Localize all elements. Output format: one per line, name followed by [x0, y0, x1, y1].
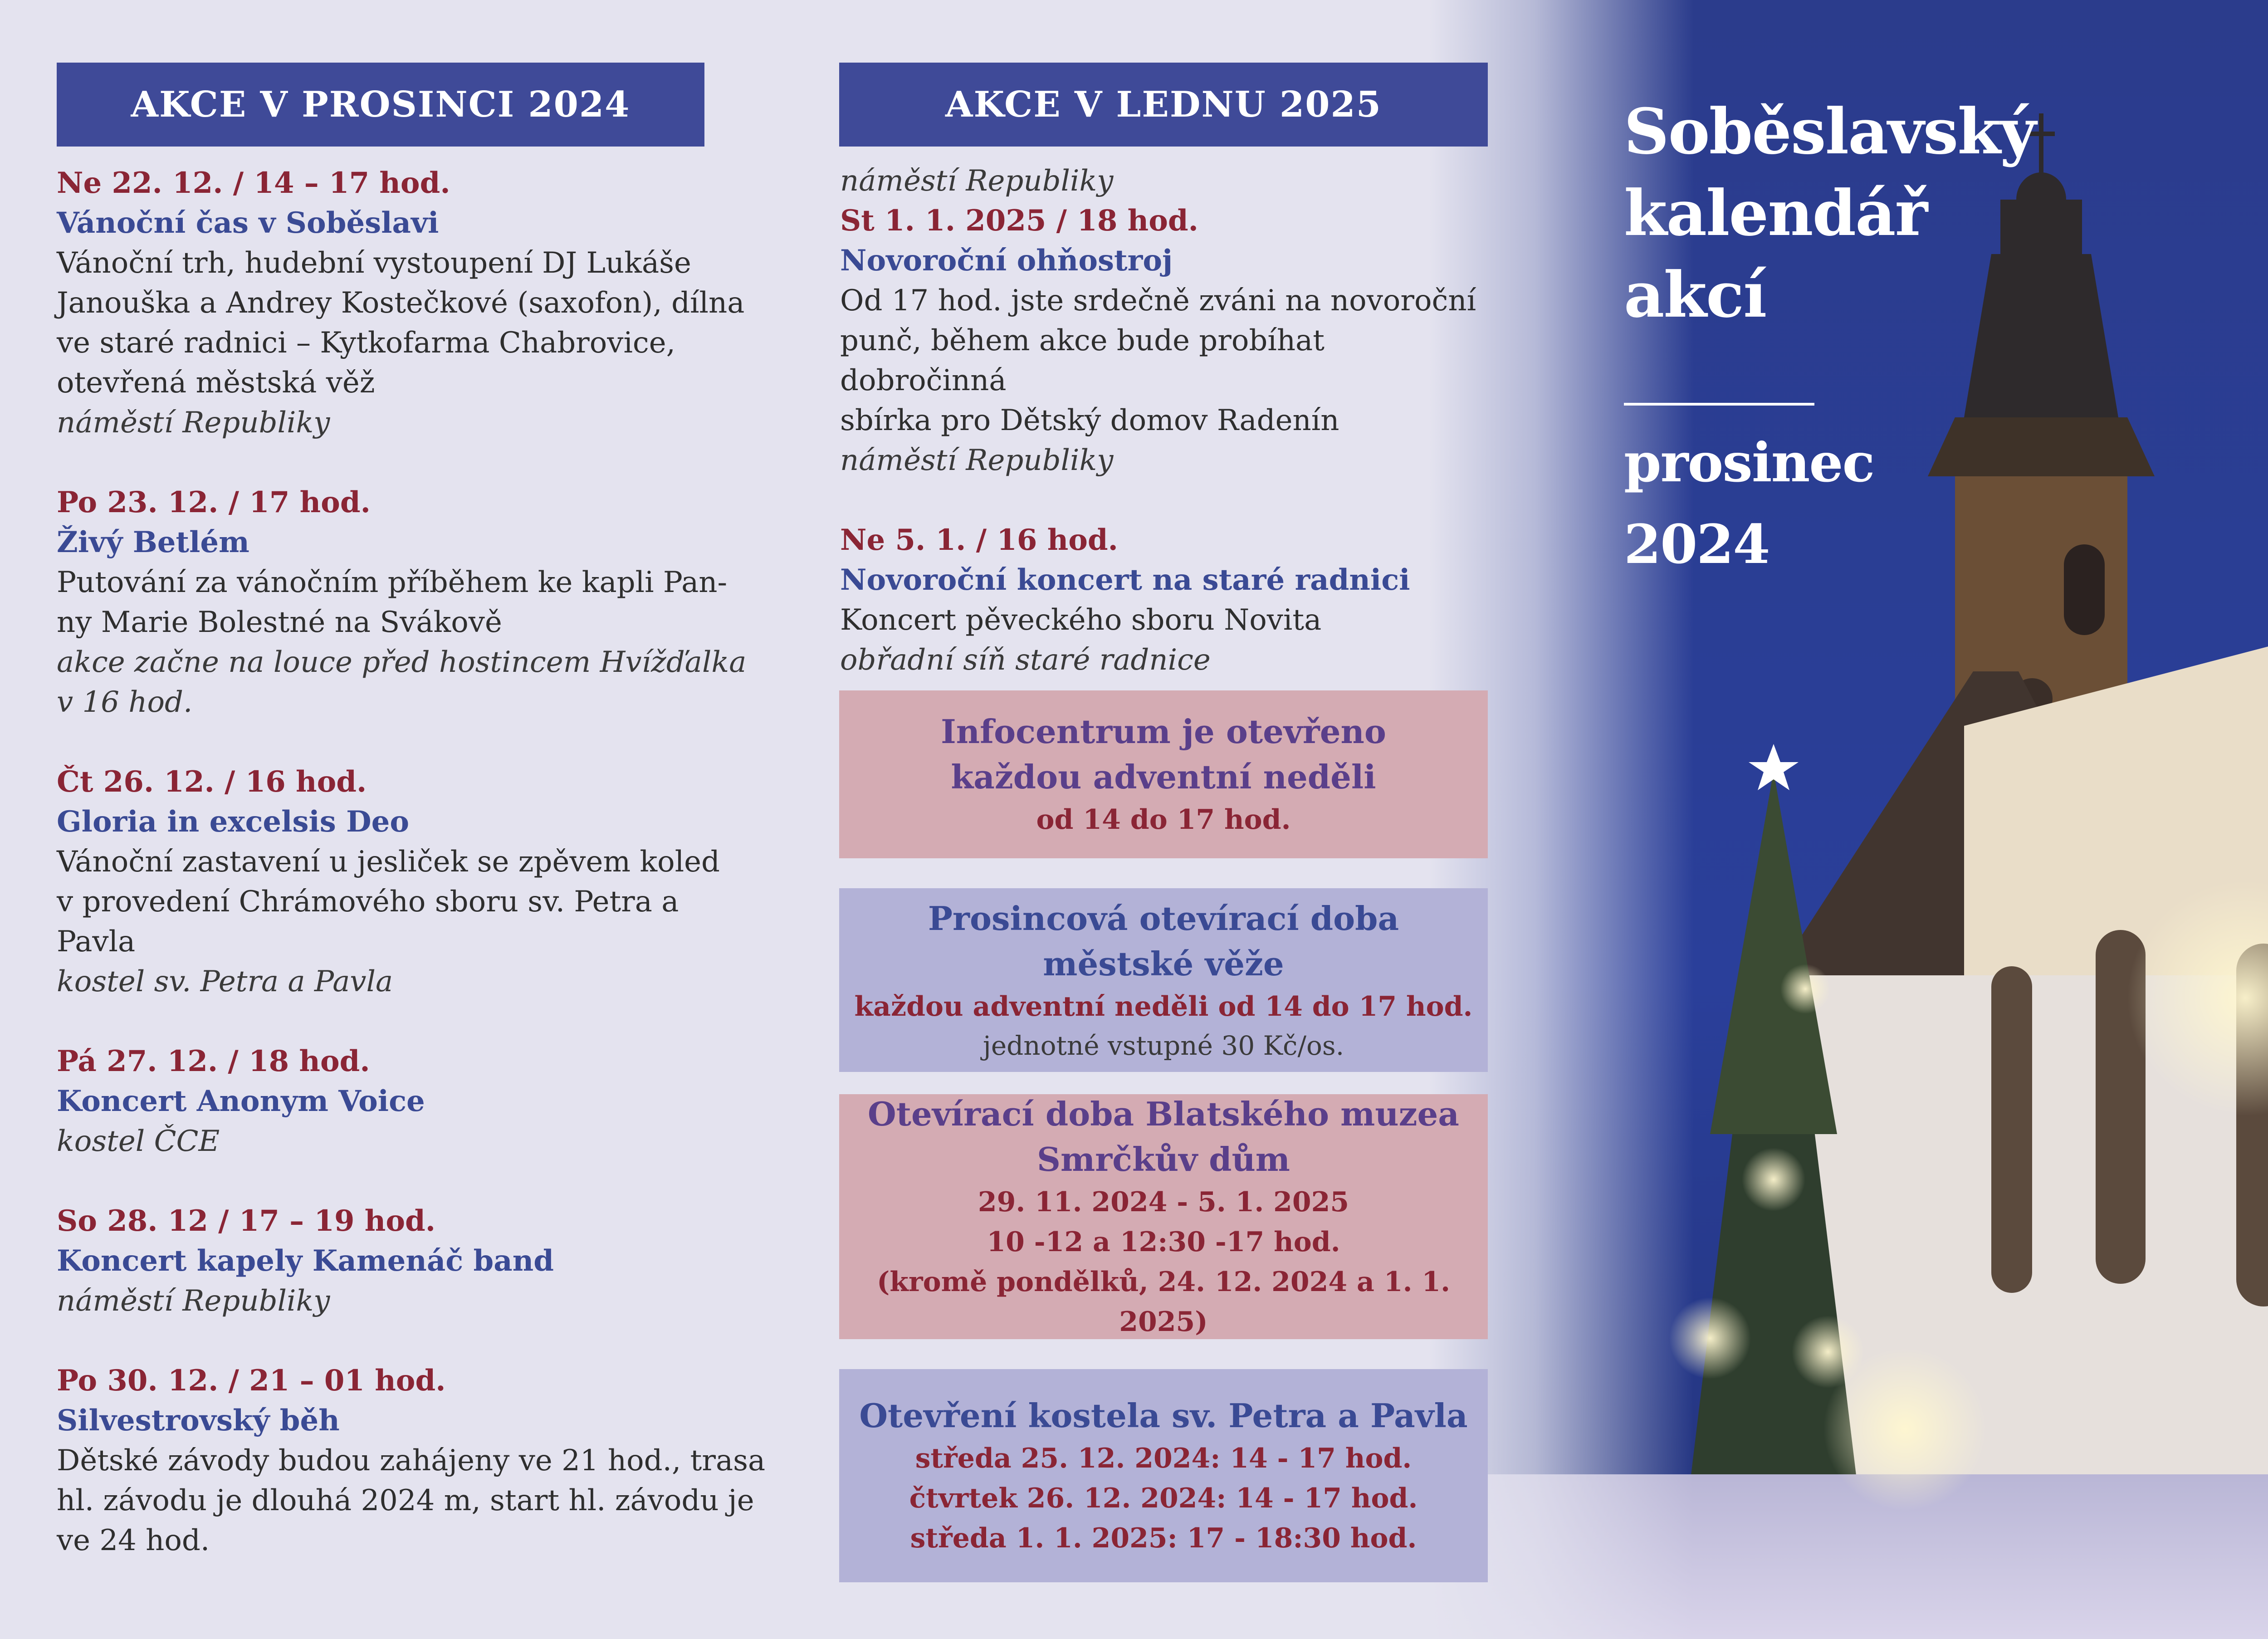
box-note: jednotné vstupné 30 Kč/os.: [982, 1030, 1344, 1061]
event-item: [57, 163, 805, 443]
january-events: [840, 161, 1498, 720]
box-detail-line: středa 25. 12. 2024: 14 - 17 hod.: [915, 1443, 1412, 1474]
event-title: Silvestrovský běh: [57, 1404, 340, 1438]
box-detail-line: 10 -12 a 12:30 -17 hod.: [987, 1226, 1340, 1258]
event-date: Pá 27. 12. / 18 hod.: [57, 1044, 370, 1078]
event-date: So 28. 12 / 17 – 19 hod.: [57, 1204, 436, 1238]
event-description-line: Pavla: [57, 925, 136, 959]
event-place: kostel sv. Petra a Pavla: [57, 965, 393, 998]
box-detail-line: 29. 11. 2024 - 5. 1. 2025: [978, 1186, 1349, 1218]
event-place: náměstí Republiky: [57, 406, 330, 440]
box-title-line: Smrčkův dům: [1037, 1140, 1290, 1179]
event-item: [57, 1361, 805, 1561]
cover-subtitle-line: prosinec: [1624, 431, 1874, 494]
event-title: Živý Betlém: [57, 525, 249, 559]
event-description-line: ve 24 hod.: [57, 1524, 210, 1557]
event-description-line: v provedení Chrámového sboru sv. Petra a: [57, 885, 679, 919]
event-place: v 16 hod.: [57, 685, 193, 719]
event-item: [57, 762, 805, 1002]
event-item: [840, 201, 1498, 480]
box-title-line: Otevírací doba Blatského muzea: [868, 1095, 1459, 1133]
event-description-line: Janouška a Andrey Kostečkové (saxofon), dílna: [57, 286, 745, 320]
event-description-line: sbírka pro Dětský domov Radenín: [840, 404, 1339, 437]
museum-hours-box: [839, 1094, 1488, 1339]
event-description-line: ve staré radnici – Kytkofarma Chabrovice,: [57, 326, 675, 360]
cover-subtitle: [1624, 422, 1874, 585]
event-place: obřadní síň staré radnice: [840, 643, 1211, 677]
box-title-line: každou adventní neděli: [951, 758, 1376, 796]
event-date: Ne 5. 1. / 16 hod.: [840, 523, 1118, 557]
event-description-line: Vánoční trh, hudební vystoupení DJ Lukáše: [57, 246, 691, 280]
box-detail-line: (kromě pondělků, 24. 12. 2024 a 1. 1. 2025): [877, 1266, 1450, 1338]
event-description-line: Dětské závody budou zahájeny ve 21 hod., trasa: [57, 1444, 766, 1478]
event-title: Koncert Anonym Voice: [57, 1084, 425, 1118]
event-title: Vánoční čas v Soběslavi: [57, 206, 439, 240]
cover-title-line: Soběslavský: [1624, 94, 2036, 168]
cover-title-line: akcí: [1624, 258, 1766, 332]
box-detail-line: čtvrtek 26. 12. 2024: 14 - 17 hod.: [909, 1482, 1418, 1514]
event-place: náměstí Republiky: [57, 1284, 330, 1318]
event-item: [57, 1201, 805, 1321]
event-title: Koncert kapely Kamenáč band: [57, 1244, 554, 1278]
event-date: Po 23. 12. / 17 hod.: [57, 485, 371, 519]
tower-hours-box: [839, 888, 1488, 1072]
event-date: Po 30. 12. / 21 – 01 hod.: [57, 1364, 446, 1398]
event-description-line: otevřená městská věž: [57, 366, 375, 400]
december-events: [57, 163, 805, 1600]
event-description-line: Od 17 hod. jste srdečně zváni na novoroční: [840, 284, 1476, 318]
cover-divider: [1624, 403, 1814, 406]
event-description-line: Vánoční zastavení u jesliček se zpěvem koled: [57, 845, 720, 879]
event-description-line: ny Marie Bolestné na Svákově: [57, 606, 502, 639]
box-title-line: Infocentrum je otevřeno: [941, 712, 1386, 751]
cover-subtitle-line: 2024: [1624, 513, 1769, 576]
event-description-line: Koncert pěveckého sboru Novita: [840, 603, 1322, 637]
event-description-line: punč, během akce bude probíhat dobročinná: [840, 324, 1325, 397]
infocentrum-box: [839, 690, 1488, 858]
event-description-line: hl. závodu je dlouhá 2024 m, start hl. závodu je: [57, 1484, 754, 1517]
event-title: Novoroční ohňostroj: [840, 244, 1173, 278]
event-place: náměstí Republiky: [840, 164, 1114, 198]
church-opening-box: [839, 1369, 1488, 1582]
event-item: [840, 520, 1498, 680]
event-date: Čt 26. 12. / 16 hod.: [57, 765, 367, 799]
box-detail-line: středa 1. 1. 2025: 17 - 18:30 hod.: [910, 1522, 1417, 1554]
january-event-list: [840, 201, 1498, 680]
event-description-line: Putování za vánočním příběhem ke kapli Pan-: [57, 566, 728, 599]
carryover-place: [840, 161, 1498, 201]
event-title: Gloria in excelsis Deo: [57, 805, 409, 839]
event-item: [57, 483, 805, 722]
event-place: akce začne na louce před hostincem Hvížďalka: [57, 646, 747, 679]
event-item: [57, 1042, 805, 1161]
event-place: náměstí Republiky: [840, 444, 1114, 477]
event-date: St 1. 1. 2025 / 18 hod.: [840, 204, 1198, 238]
box-title-line: Prosincová otevírací doba: [928, 899, 1399, 938]
event-title: Novoroční koncert na staré radnici: [840, 563, 1410, 597]
cover-title-line: kalendář: [1624, 176, 1927, 250]
cover-title: [1624, 91, 2035, 336]
box-title-line: Otevření kostela sv. Petra a Pavla: [859, 1396, 1468, 1435]
event-place: kostel ČCE: [57, 1125, 220, 1158]
event-date: Ne 22. 12. / 14 – 17 hod.: [57, 166, 450, 200]
january-header: AKCE V LEDNU 2025: [839, 63, 1488, 147]
box-detail-line: od 14 do 17 hod.: [1036, 804, 1291, 836]
box-detail-line: každou adventní neděli od 14 do 17 hod.: [854, 990, 1473, 1023]
december-header: AKCE V PROSINCI 2024: [57, 63, 704, 147]
box-title-line: městské věže: [1043, 944, 1284, 983]
